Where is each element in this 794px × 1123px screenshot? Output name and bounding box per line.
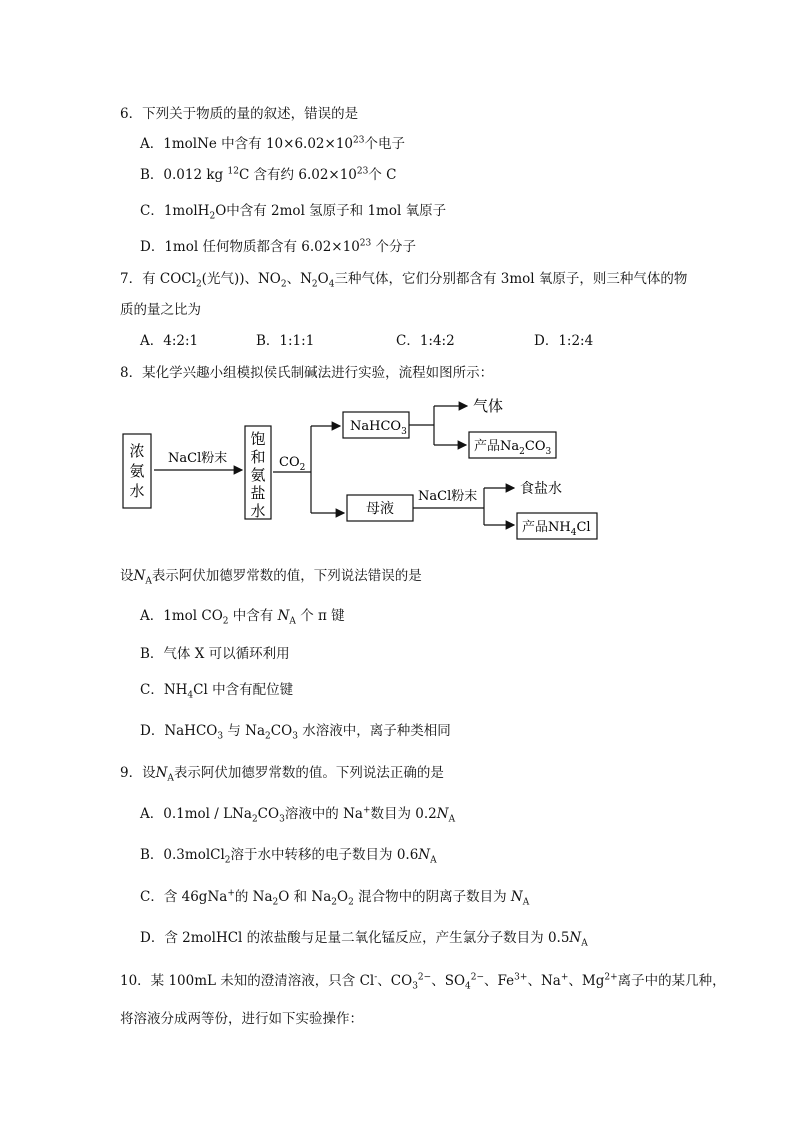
q9-option-a: A．$0.1mol / LNa_2CO_3$溶液中的 Na+数目为 $0.2N_A$ xyxy=(140,805,456,825)
q7-stem: 7．有 COCl$_2$(光气))、$NO_2$、$N_2O_4$三种气体，它们分别都含有 3mol 氧原子，则三种气体的物 xyxy=(120,271,688,290)
box1-char-1: 浓 xyxy=(129,442,145,460)
q9-option-c: C．含 46gNa+的 $Na_2O$ 和 $Na_2O_2$ 混合物中的阴离子数目为 $N_A$ xyxy=(140,888,530,908)
q8-flow-diagram xyxy=(118,392,618,550)
svg-text:饱: 饱 xyxy=(250,430,266,448)
co2-label: $CO_2$ xyxy=(279,455,306,473)
arrow2-label: NaCl粉末 xyxy=(418,489,478,504)
product-nh4cl-label: 产品$NH_4Cl$ xyxy=(522,520,591,538)
q6-option-c: C．1molH$_2$O中含有 2mol 氢原子和 1mol 氧原子 xyxy=(140,203,447,222)
q6-stem: 6．下列关于物质的量的叙述，错误的是 xyxy=(120,106,359,122)
q7-stem-line2: 质的量之比为 xyxy=(120,302,201,318)
q7-option-c: C．1:4:2 xyxy=(396,333,455,349)
q8-setup: 设$N_A$表示阿伏加德罗常数的值，下列说法错误的是 xyxy=(120,568,422,587)
svg-text:和: 和 xyxy=(250,448,266,466)
product-na2co3-label: 产品$Na_2CO_3$ xyxy=(474,439,552,457)
svg-text:氨: 氨 xyxy=(250,466,266,484)
q9-option-b: B．0.3molCl$_2$溶于水中转移的电子数目为 $0.6N_A$ xyxy=(140,847,437,866)
q9-option-d: D．含 2molHCl 的浓盐酸与足量二氧化锰反应，产生氯分子数目为 $0.5N_A$ xyxy=(140,930,588,949)
arrow1-label: NaCl粉末 xyxy=(168,451,228,466)
q8-option-c: C．$NH_4Cl$ 中含有配位键 xyxy=(140,682,294,701)
q10-stem-line2: 将溶液分成两等份，进行如下实验操作： xyxy=(120,1011,363,1027)
q8-stem: 8．某化学兴趣小组模拟侯氏制碱法进行实验，流程如图所示： xyxy=(120,365,494,381)
box1-char-3: 水 xyxy=(129,482,145,500)
q10-stem: 10．某 100mL 未知的澄清溶液，只含 Cl-、$CO_3^{2-}$、$SO_4^{2-}$、$Fe^{3+}$、Na+、$Mg^{2+}$离子中的某几种， xyxy=(120,972,726,992)
gas-label: 气体 xyxy=(473,397,504,415)
brine-label: 食盐水 xyxy=(520,481,562,497)
q8-option-a: A．1mol $CO_2$ 中含有 $N_A$ 个 π 键 xyxy=(140,608,345,627)
q6-option-a: A．1molNe 中含有 $10\times 6.02\times 10^{23}$个电子 xyxy=(140,135,405,152)
q8-option-d: D．NaHCO$_3$ 与 $Na_2CO_3$ 水溶液中，离子种类相同 xyxy=(140,723,451,742)
q6-option-d: D．1mol 任何物质都含有 $6.02\times 10^{23}$ 个分子 xyxy=(140,238,417,255)
q7-option-b: B．1:1:1 xyxy=(256,333,315,349)
q7-option-a: A．4:2:1 xyxy=(140,333,199,349)
q8-option-b: B．气体 X 可以循环利用 xyxy=(140,646,290,662)
svg-text:盐: 盐 xyxy=(250,484,266,502)
q7-option-d: D．1:2:4 xyxy=(534,333,594,349)
nahco3-label: NaHCO$_3$ xyxy=(350,419,407,437)
svg-text:水: 水 xyxy=(250,502,266,520)
q6-option-b: B．0.012 kg $^{12}$C 含有约 $6.02\times 10^{23}$个 C xyxy=(140,166,397,183)
q9-stem: 9．设$N_A$表示阿伏加德罗常数的值。下列说法正确的是 xyxy=(120,765,444,784)
mother-liquor-label: 母液 xyxy=(366,501,394,517)
box1-char-2: 氨 xyxy=(129,462,145,480)
